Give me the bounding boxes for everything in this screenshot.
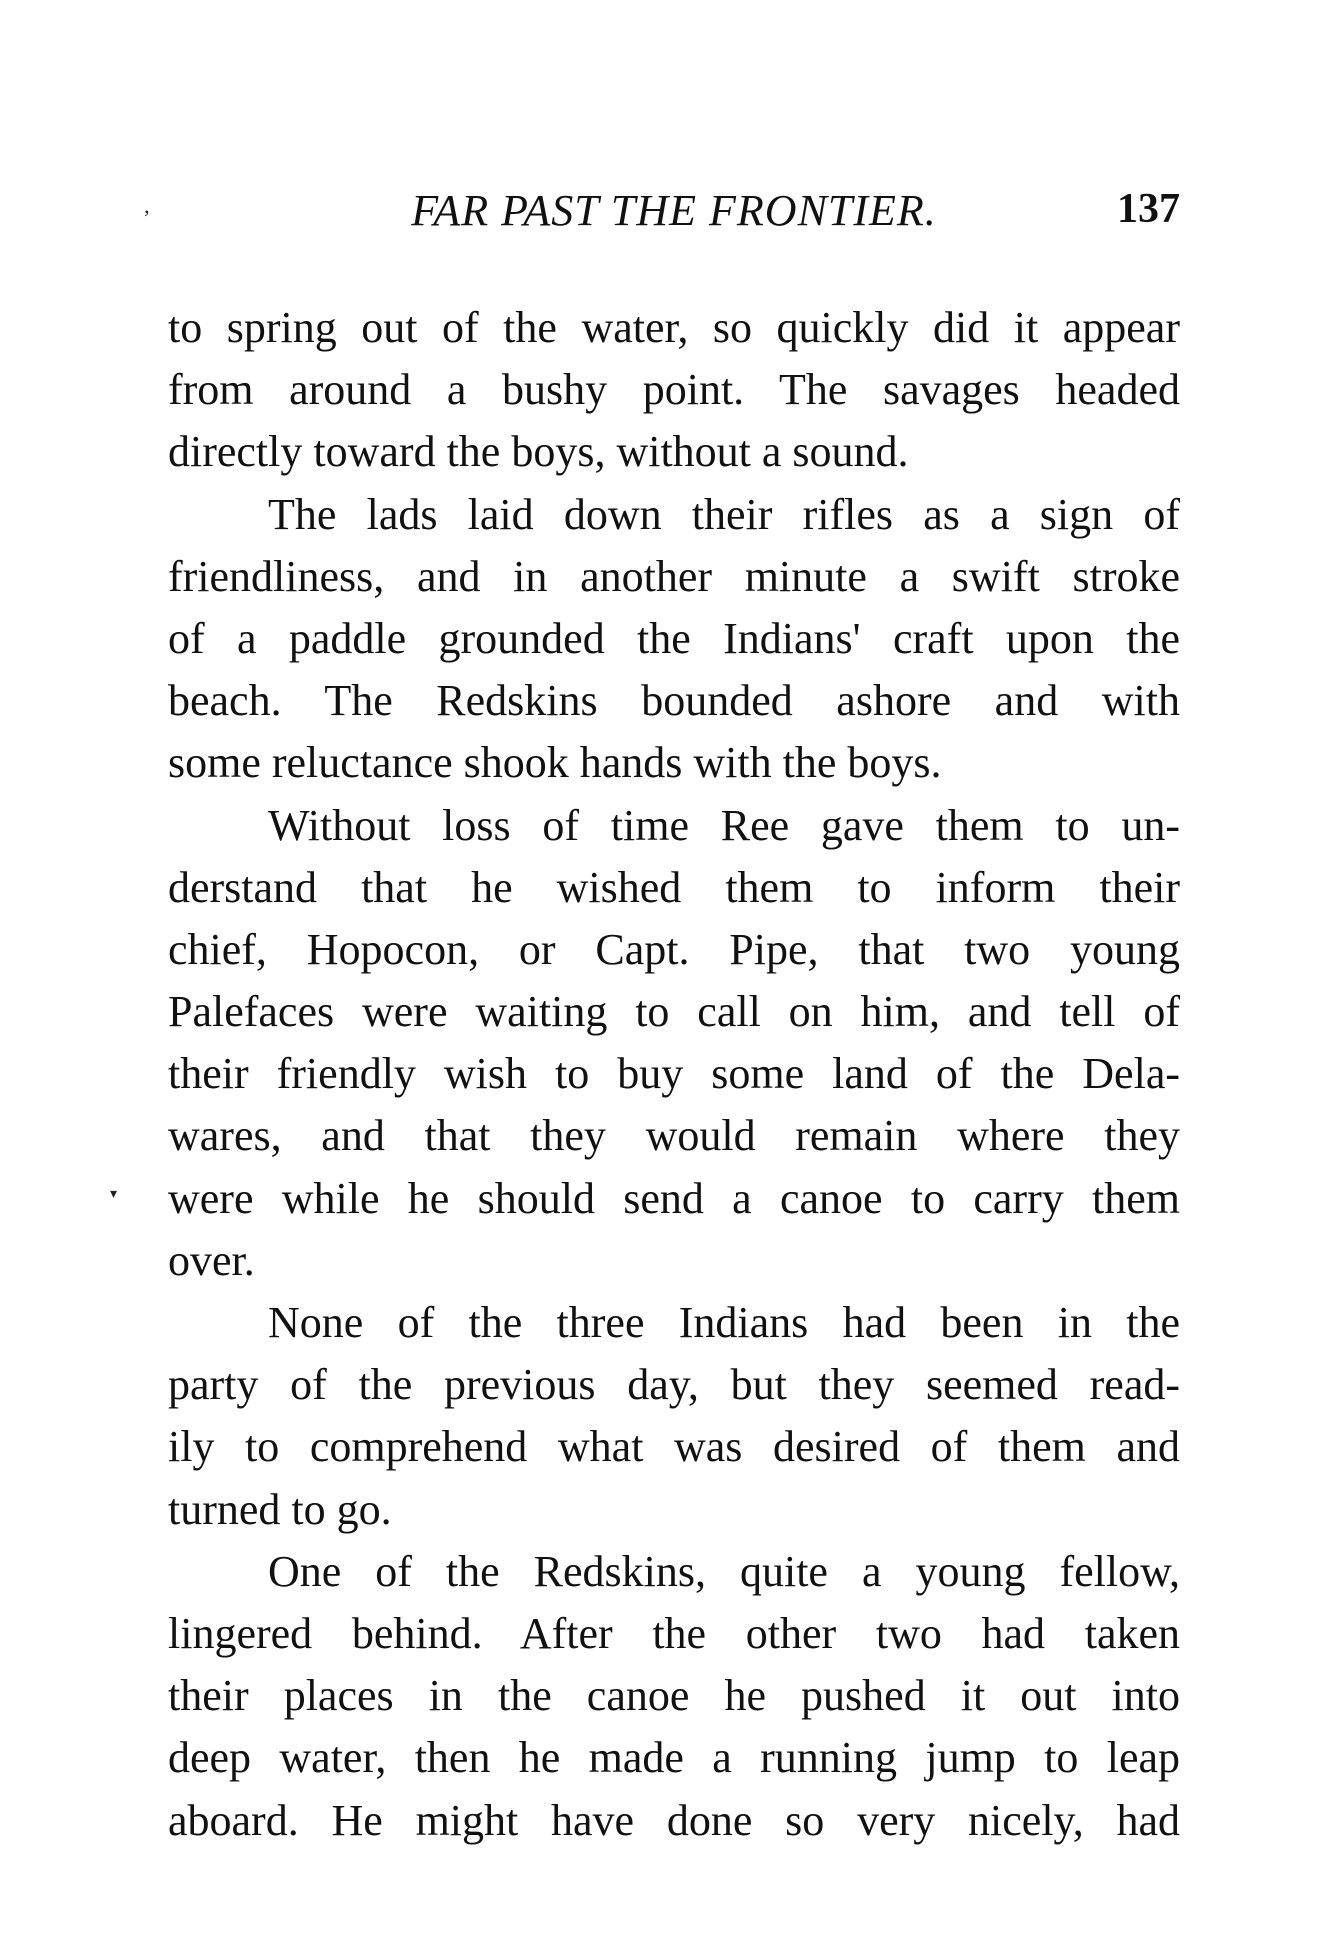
text-line: lingered behind. After the other two had taken	[168, 1608, 1180, 1658]
text-line: beach. The Redskins bounded ashore and with	[168, 676, 1180, 726]
text-line: ily to comprehend what was desired of them and	[168, 1422, 1180, 1472]
text-line: to spring out of the water, so quickly did it appear	[168, 303, 1180, 352]
text-line: their friendly wish to buy some land of the Dela-	[168, 1049, 1180, 1099]
print-speck: ’	[143, 205, 151, 230]
text-line: directly toward the boys, without a sound.	[168, 427, 909, 477]
print-speck: ▾	[110, 1187, 118, 1202]
text-line: over.	[168, 1235, 255, 1285]
text-line: were while he should send a canoe to carry them	[168, 1173, 1180, 1223]
text-line: party of the previous day, but they seemed read-	[168, 1360, 1180, 1410]
text-line: of a paddle grounded the Indians' craft upon the	[168, 613, 1180, 663]
running-title: FAR PAST THE FRONTIER.	[411, 186, 937, 235]
text-line: from around a bushy point. The savages headed	[168, 365, 1180, 415]
text-line: One of the Redskins, quite a young fellow,	[268, 1546, 1180, 1596]
text-line: chief, Hopocon, or Capt. Pipe, that two young	[168, 924, 1180, 974]
text-line: The lads laid down their rifles as a sign of	[268, 489, 1180, 539]
page-number: 137	[1117, 186, 1180, 232]
text-line: Palefaces were waiting to call on him, and tell of	[168, 987, 1180, 1037]
text-line: friendliness, and in another minute a swift stroke	[168, 551, 1180, 601]
text-line: deep water, then he made a running jump to leap	[168, 1733, 1180, 1783]
text-line: wares, and that they would remain where they	[168, 1111, 1180, 1161]
text-line: turned to go.	[168, 1484, 392, 1534]
text-line: their places in the canoe he pushed it out into	[168, 1671, 1180, 1721]
running-head	[168, 185, 1180, 245]
text-line: Without loss of time Ree gave them to un-	[268, 800, 1180, 850]
body-text	[168, 297, 1180, 1852]
text-line: aboard. He might have done so very nicely, had	[168, 1795, 1180, 1845]
text-line: some reluctance shook hands with the boys.	[168, 738, 942, 788]
text-line: derstand that he wished them to inform their	[168, 862, 1180, 912]
text-line: None of the three Indians had been in the	[268, 1298, 1180, 1347]
